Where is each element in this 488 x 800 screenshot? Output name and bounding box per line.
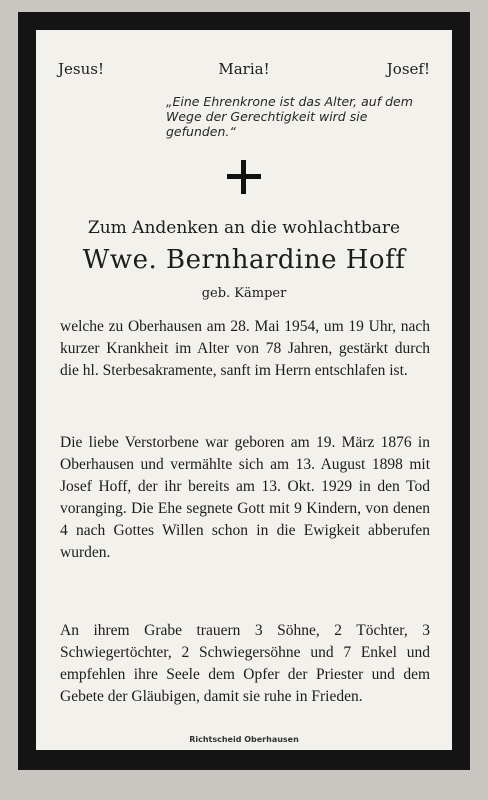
invocation-maria: Maria! bbox=[218, 60, 270, 78]
invocation-names bbox=[58, 60, 430, 84]
card-content bbox=[36, 30, 452, 750]
bible-quote: „Eine Ehrenkrone ist das Alter, auf dem Wege der Gerechtigkeit wird sie gefunden.“ bbox=[166, 94, 413, 139]
mourners-paragraph: An ihrem Grabe trauern 3 Söhne, 2 Töchter, 3 Schwiegertöchter, 2 Schwiegersöhne und 7 Enkel und empfehlen ihre Seele dem Opfer der Priester und dem Gebete der Gläubigen, damit sie ruhe in Frieden. bbox=[60, 622, 430, 705]
invocation-josef: Josef! bbox=[386, 60, 430, 78]
deceased-name: Wwe. Bernhardine Hoff bbox=[82, 245, 406, 275]
biography-paragraph: Die liebe Verstorbene war geboren am 19. März 1876 in Oberhausen und vermählte sich am 13. August 1898 mit Josef Hoff, der ihr bereits am 13. Okt. 1929 in den Tod voranging. Die Ehe segnete Gott mit 9 Kindern, von denen 4 nach Gottes Willen schon in die Ewigkeit abberufen wurden. bbox=[60, 434, 430, 561]
born-name: geb. Kämper bbox=[201, 286, 287, 301]
invocation-jesus: Jesus! bbox=[58, 60, 104, 78]
printer-imprint: Richtscheid Oberhausen bbox=[189, 735, 299, 744]
death-paragraph: welche zu Oberhausen am 28. Mai 1954, um 19 Uhr, nach kurzer Krankheit im Alter von 78 Jahren, gestärkt durch die hl. Sterbesakramente, sanft im Herrn entschlafen ist. bbox=[60, 318, 430, 379]
cross-icon bbox=[227, 160, 261, 194]
memorial-line: Zum Andenken an die wohlachtbare bbox=[87, 218, 401, 238]
